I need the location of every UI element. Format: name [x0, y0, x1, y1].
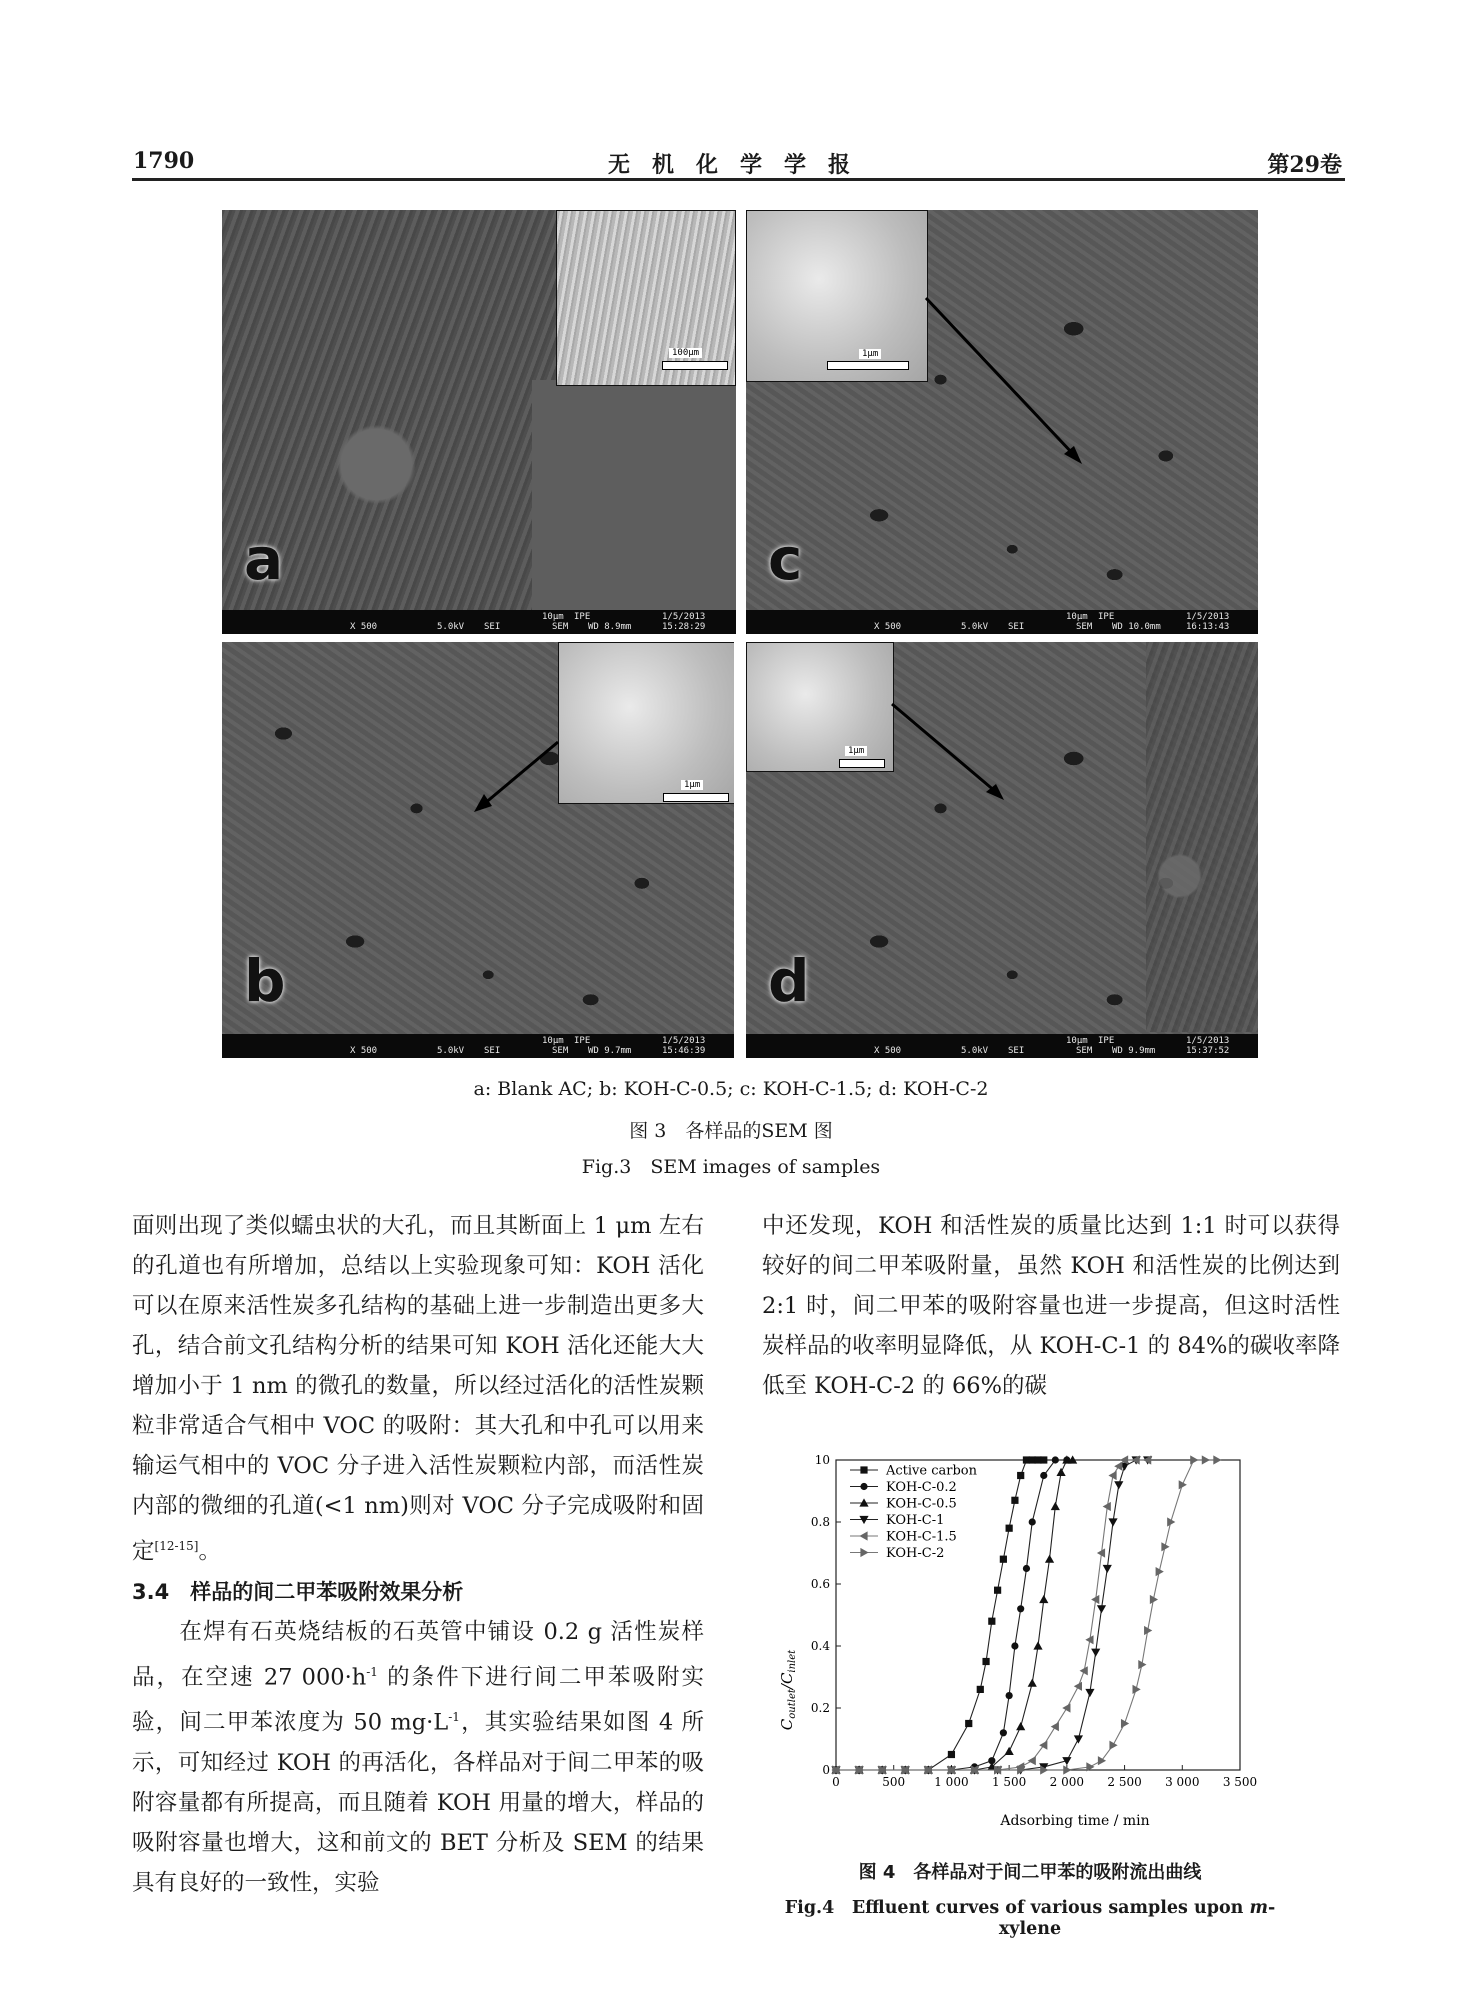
panel-letter-c: c — [768, 525, 803, 593]
figure3-legend-line: a: Blank AC; b: KOH-C-0.5; c: KOH-C-1.5; d: KOH-C-2 — [473, 1078, 989, 1100]
series-point — [1080, 1666, 1088, 1675]
series-point — [1016, 1722, 1025, 1730]
series-point — [1006, 1525, 1013, 1532]
series-point — [1006, 1692, 1013, 1699]
sem-inset-a — [556, 210, 736, 386]
sem-smooth-region — [532, 380, 736, 610]
series-point — [1039, 1741, 1047, 1750]
sem-panel-d — [746, 642, 1258, 1058]
legend-entry — [850, 1530, 957, 1545]
figure3-caption-en: Fig.3 SEM images of samples — [581, 1156, 881, 1178]
y-tick-label: 0.4 — [810, 1639, 830, 1653]
sem-panel-a — [222, 210, 736, 634]
inset-scale-label: 1μm — [859, 349, 881, 359]
figure4-caption-en: Fig.4 Effluent curves of various samples upon m-xylene — [784, 1898, 1276, 1939]
series-point — [1023, 1565, 1030, 1572]
series-point — [1033, 1641, 1042, 1649]
x-tick-label: 3 500 — [1222, 1775, 1258, 1789]
sem-info-bar: X 500 5.0kV SEI 10μm IPE SEM WD 10.0mm 1/5/2013 16:13:43 — [746, 610, 1258, 634]
series-point — [1000, 1729, 1007, 1736]
series-point — [1121, 1719, 1129, 1728]
series-point — [1052, 1456, 1059, 1463]
legend-entry — [850, 1480, 957, 1495]
series-point — [859, 1531, 867, 1540]
series-point — [860, 1466, 867, 1473]
series-point — [1011, 1497, 1018, 1504]
x-tick-label: 0 — [832, 1775, 840, 1789]
journal-name: 无机化学学报 — [607, 152, 872, 178]
series-line — [836, 1460, 1148, 1770]
series-point — [1017, 1605, 1024, 1612]
series-point — [1103, 1565, 1112, 1573]
legend-entry — [850, 1546, 944, 1561]
page-number: 1790 — [133, 148, 195, 174]
legend-label: Active carbon — [886, 1463, 977, 1479]
y-axis-label: $C_{outlet}/C_{inlet}$ — [778, 1649, 798, 1731]
sem-arrow-d — [746, 642, 1258, 1058]
sem-info-bar: X 500 5.0kV SEI 10μm IPE SEM WD 9.7mm 1/5/2013 15:46:39 — [222, 1034, 734, 1058]
sem-panel-c — [746, 210, 1258, 634]
x-tick-label: 1 000 — [934, 1775, 969, 1789]
series-point — [1108, 1518, 1117, 1526]
series-point — [1045, 1555, 1054, 1563]
figure4-caption-cn: 图 4 各样品对于间二甲苯的吸附流出曲线 — [858, 1862, 1202, 1883]
series-point — [860, 1483, 867, 1490]
y-tick-label: 0 — [822, 1763, 830, 1777]
legend-entry — [850, 1513, 944, 1528]
x-axis-label: Adsorbing time / min — [1000, 1813, 1150, 1829]
x-tick-label: 1 500 — [991, 1775, 1027, 1789]
inset-scale-label: 1μm — [681, 780, 703, 790]
series-point — [1039, 1595, 1048, 1603]
series-point — [1074, 1735, 1083, 1743]
series-point — [1114, 1481, 1123, 1489]
series-point — [1051, 1502, 1060, 1510]
series-point — [1091, 1649, 1100, 1657]
legend-label: KOH-C-0.5 — [886, 1496, 957, 1512]
right-paragraph-1: 中还发现，KOH 和活性炭的质量比达到 1:1 时可以获得较好的间二甲苯吸附量，虽然 KOH 和活性炭的比例达到 2:1 时，间二甲苯的吸附容量也进一步提高，但这时活性炭样品的收率明显降低，从 KOH-C-1 的 84%的碳收率降低至 KOH-C-2 的 66%的碳 — [762, 1213, 1340, 1399]
series-point — [1028, 1679, 1037, 1687]
legend-entry — [850, 1464, 978, 1479]
inset-scale-label: 1μm — [845, 746, 867, 756]
series-point — [1005, 1747, 1014, 1755]
series-point — [1017, 1472, 1024, 1479]
series-point — [1074, 1682, 1082, 1691]
legend-label: KOH-C-1 — [886, 1513, 945, 1528]
series-point — [1011, 1642, 1018, 1649]
series-point — [1085, 1689, 1094, 1697]
left-paragraph-1: 面则出现了类似蠕虫状的大孔，而且其断面上 1 μm 左右的孔道也有所增加，总结以上实验现象可知：KOH 活化可以在原来活性炭多孔结构的基础上进一步制造出更多大孔，结合前文孔结构分析的结果可知 KOH 活化还能大大增加小于 1 nm 的微孔的数量，所以经过活化的活性炭颗粒非常适合气相中 VOC 的吸附：其大孔和中孔可以用来输运气相中的 VOC 分子进入活性炭颗粒内部，而活性炭内部的微细的孔道(<1 nm)则对 VOC 分子完成吸附和固定[12-15]。 — [132, 1213, 704, 1565]
series-point — [860, 1548, 868, 1557]
section-heading: 3.4 样品的间二甲苯吸附效果分析 — [132, 1579, 464, 1604]
series-point — [1202, 1455, 1210, 1464]
series-point — [1028, 1756, 1036, 1765]
series-point — [982, 1658, 989, 1665]
breakthrough-chart-svg — [770, 1440, 1290, 1840]
series-point — [977, 1686, 984, 1693]
panel-letter-a: a — [244, 525, 284, 593]
series-point — [965, 1720, 972, 1727]
figure4-chart — [770, 1440, 1290, 1840]
inset-scale-label: 100μm — [669, 348, 702, 358]
x-tick-label: 2 500 — [1107, 1775, 1142, 1789]
inset-scale-bar — [662, 361, 728, 370]
y-tick-label: 0.2 — [810, 1701, 830, 1715]
legend-label: KOH-C-1.5 — [886, 1529, 957, 1545]
sem-info-bar: X 500 5.0kV SEI 10μm IPE SEM WD 9.9mm 1/5/2013 15:37:52 — [746, 1034, 1258, 1058]
legend-label: KOH-C-2 — [886, 1546, 945, 1561]
sem-info-bar: X 500 5.0kV SEI 10μm IPE SEM WD 8.9mm 1/5/2013 15:28:29 — [222, 610, 736, 634]
series-point — [1190, 1455, 1198, 1464]
series-point — [1179, 1480, 1187, 1489]
series-point — [1040, 1472, 1047, 1479]
series-point — [994, 1587, 1001, 1594]
x-tick-label: 2 000 — [1049, 1775, 1085, 1789]
sem-arrow-b — [222, 642, 734, 1058]
chart-legend — [850, 1464, 978, 1562]
header-rule — [132, 178, 1345, 181]
sem-arrow-c — [746, 210, 1258, 634]
y-tick-label: 0.8 — [810, 1515, 830, 1529]
series-point — [948, 1751, 955, 1758]
series-point — [1098, 1756, 1106, 1765]
legend-entry — [850, 1497, 957, 1512]
series-point — [988, 1618, 995, 1625]
series-point — [1062, 1703, 1070, 1712]
series-point — [1029, 1518, 1036, 1525]
series-point — [1000, 1556, 1007, 1563]
sem-panel-b — [222, 642, 734, 1058]
series-point — [1040, 1456, 1047, 1463]
series-koh-c-1-5 — [831, 1455, 1151, 1774]
right-column — [762, 1206, 1340, 1406]
legend-label: KOH-C-0.2 — [886, 1480, 957, 1495]
series-point — [1056, 1468, 1065, 1476]
panel-letter-b: b — [244, 947, 286, 1015]
series-point — [1109, 1741, 1117, 1750]
series-koh-c-1 — [831, 1456, 1152, 1774]
x-tick-label: 500 — [882, 1775, 906, 1789]
left-column — [132, 1206, 704, 1903]
y-tick-label: 10 — [814, 1453, 830, 1467]
series-point — [1114, 1462, 1122, 1471]
figure3-caption-cn: 图 3 各样品的SEM 图 — [629, 1120, 833, 1142]
series-point — [1051, 1722, 1059, 1731]
x-tick-label: 3 000 — [1165, 1775, 1200, 1789]
left-paragraph-2: 在焊有石英烧结板的石英管中铺设 0.2 g 活性炭样品，在空速 27 $000\cdot h^{-1}$ 的条件下进行间二甲苯吸附实验，间二甲苯浓度为 50 $mg\cdot L^{-1}$，其实验结果如图 4 所示，可知经过 KOH 的再活化，各样品对于间二甲苯的吸附容量都有所提高，而且随着 KOH 用量的增大，样品的吸附容量也增大，这和前文的 BET 分析及 SEM 的结果具有良好的一致性，实验 — [132, 1618, 705, 1896]
panel-letter-d: d — [768, 947, 810, 1015]
y-tick-label: 0.6 — [810, 1577, 830, 1591]
series-point — [1097, 1605, 1106, 1613]
series-point — [1213, 1455, 1221, 1464]
volume-label: 第29卷 — [1267, 152, 1342, 178]
series-point — [1063, 1765, 1071, 1774]
